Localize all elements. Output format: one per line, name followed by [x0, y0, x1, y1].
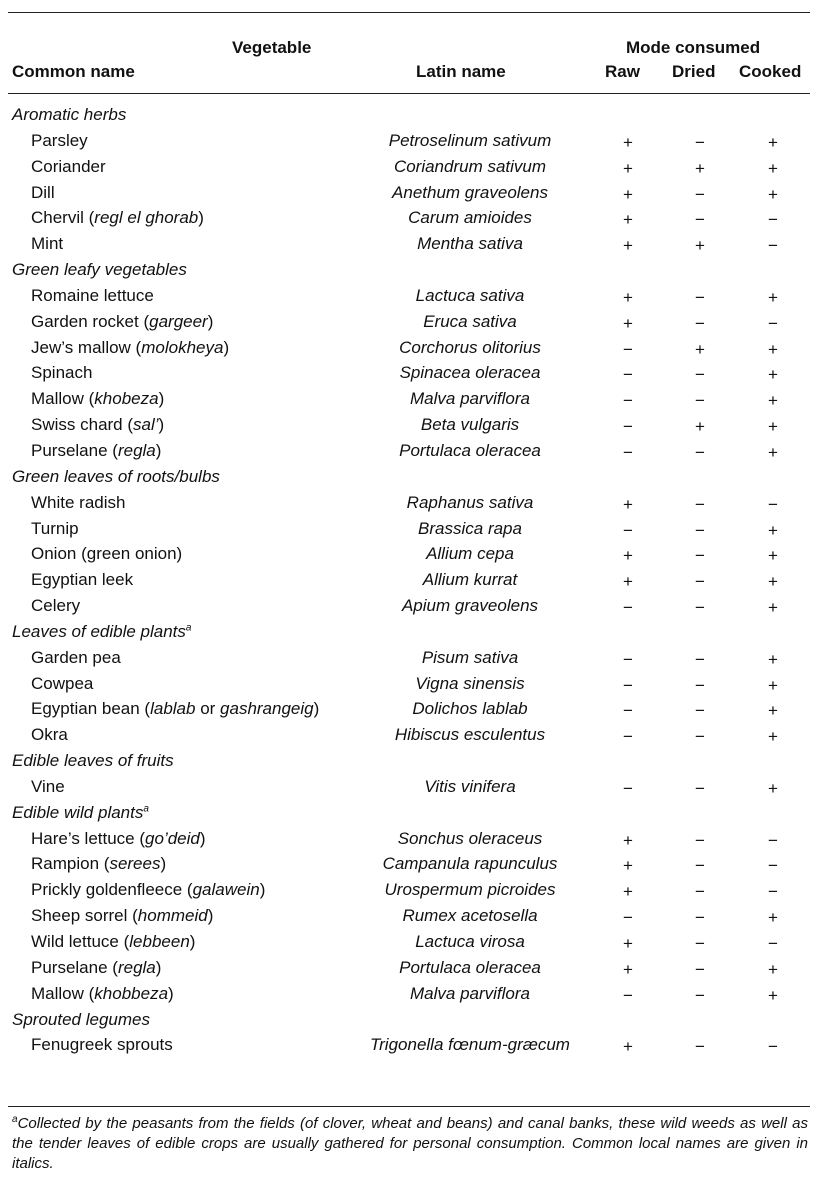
table-body	[0, 102, 820, 1058]
common-name-cell	[31, 516, 79, 542]
latin-name: Portulaca oleracea	[399, 440, 541, 460]
table-row	[0, 438, 820, 464]
table-row	[0, 205, 820, 231]
common-name: Mallow	[31, 389, 84, 409]
paren: (	[83, 208, 95, 228]
category-name: Edible wild plants	[12, 802, 144, 822]
raw-mark: +	[623, 572, 633, 592]
raw-mark: −	[623, 339, 633, 359]
table-row	[0, 231, 820, 257]
latin-name: Anethum graveolens	[392, 182, 548, 202]
header-latin-name: Latin name	[416, 62, 506, 81]
raw-mark: −	[623, 985, 633, 1005]
cooked-mark: −	[768, 236, 778, 256]
paren: )	[207, 311, 214, 331]
latin-name: Rumex acetosella	[402, 906, 538, 926]
table-row	[0, 671, 820, 697]
table-row	[0, 567, 820, 593]
cooked-mark: −	[768, 856, 778, 876]
latin-name: Sonchus oleraceus	[397, 828, 543, 848]
cooked-mark: +	[768, 417, 778, 437]
table-row	[0, 851, 820, 877]
common-name-cell	[31, 645, 121, 671]
dried-mark: −	[695, 365, 705, 385]
table-row	[0, 154, 820, 180]
category-name: Edible leaves of fruits	[12, 751, 174, 771]
raw-mark: +	[623, 313, 633, 333]
common-name-cell	[31, 955, 161, 981]
table-row	[0, 309, 820, 335]
cooked-mark: +	[768, 520, 778, 540]
common-name-cell	[31, 438, 161, 464]
latin-name: Campanula rapunculus	[382, 854, 558, 874]
header-mode-consumed: Mode consumed	[626, 38, 761, 57]
common-name: Hare’s lettuce	[31, 828, 135, 848]
paren: )	[160, 854, 167, 874]
common-name-cell	[31, 205, 204, 231]
cooked-mark: +	[768, 339, 778, 359]
table-row	[0, 955, 820, 981]
cooked-mark: +	[768, 675, 778, 695]
local-name: lablab	[150, 699, 196, 719]
category-name: Aromatic herbs	[12, 105, 127, 124]
paren: (	[139, 699, 151, 719]
raw-mark: −	[623, 365, 633, 385]
table-row	[0, 903, 820, 929]
latin-name: Beta vulgaris	[420, 415, 520, 435]
local-name: regla	[117, 957, 156, 977]
category-heading	[0, 102, 820, 128]
common-name: Purselane	[31, 957, 108, 977]
common-name: Jew’s mallow	[31, 337, 131, 357]
dried-mark: −	[695, 882, 705, 902]
paren: )	[223, 337, 230, 357]
latin-name: Malva parviflora	[410, 389, 530, 409]
category-heading	[0, 619, 820, 645]
raw-mark: −	[623, 598, 633, 618]
common-name: Purselane	[31, 440, 108, 460]
top-rule	[8, 12, 810, 13]
cooked-mark: +	[768, 287, 778, 307]
category-name: Sprouted legumes	[12, 1009, 150, 1029]
dried-mark: −	[695, 132, 705, 152]
footnote-ref: a	[143, 803, 149, 815]
dried-mark: +	[695, 417, 705, 437]
local-name: galawein	[192, 880, 260, 900]
local-name: khobbeza	[94, 983, 169, 1003]
common-name-cell	[31, 386, 164, 412]
latin-name: Portulaca oleracea	[399, 957, 541, 977]
common-name: Celery	[31, 596, 81, 616]
cooked-mark: +	[768, 158, 778, 178]
dried-mark: −	[695, 830, 705, 850]
latin-name: Allium kurrat	[422, 570, 518, 590]
cooked-mark: +	[768, 959, 778, 979]
table-row	[0, 128, 820, 154]
cooked-mark: −	[768, 494, 778, 514]
header-common-name: Common name	[12, 62, 135, 81]
dried-mark: +	[695, 236, 705, 256]
dried-mark: −	[695, 701, 705, 721]
common-name-cell	[31, 903, 213, 929]
common-name-cell	[31, 1032, 173, 1058]
paren: (	[83, 389, 95, 409]
cooked-mark: +	[768, 985, 778, 1005]
common-name: Romaine lettuce	[31, 285, 154, 305]
common-name: Rampion	[31, 854, 100, 874]
common-name-cell	[31, 231, 63, 257]
header-vegetable: Vegetable	[232, 38, 312, 57]
header-dried: Dried	[672, 62, 716, 81]
category-name: Green leafy vegetables	[12, 260, 187, 280]
common-name: Coriander	[31, 156, 106, 176]
header-raw: Raw	[605, 62, 640, 81]
table-row	[0, 826, 820, 852]
common-name: Swiss chard	[31, 415, 123, 435]
paren: (	[127, 906, 138, 926]
cooked-mark: +	[768, 908, 778, 928]
table-row	[0, 877, 820, 903]
latin-name: Allium cepa	[426, 544, 514, 564]
dried-mark: −	[695, 391, 705, 411]
common-name: Dill	[31, 182, 55, 202]
category-heading	[0, 800, 820, 826]
raw-mark: +	[623, 856, 633, 876]
latin-name: Coriandrum sativum	[393, 156, 547, 176]
table-row	[0, 386, 820, 412]
local-name: regla	[117, 440, 156, 460]
latin-name: Brassica rapa	[418, 518, 522, 538]
latin-name: Vigna sinensis	[415, 673, 525, 693]
category-heading	[0, 257, 820, 283]
cooked-mark: +	[768, 391, 778, 411]
common-name: Cowpea	[31, 673, 94, 693]
common-name: Sheep sorrel	[31, 906, 128, 926]
common-name: Prickly goldenfleece	[31, 880, 183, 900]
dried-mark: −	[695, 184, 705, 204]
paren: )	[168, 983, 174, 1003]
common-name: Mint	[31, 234, 64, 254]
cooked-mark: +	[768, 778, 778, 798]
header-cooked: Cooked	[739, 62, 802, 81]
cooked-mark: −	[768, 882, 778, 902]
dried-mark: −	[695, 856, 705, 876]
dried-mark: +	[695, 339, 705, 359]
local-name: sal’	[133, 415, 159, 435]
raw-mark: +	[623, 158, 633, 178]
paren: )	[155, 440, 162, 460]
common-name: Onion (green onion)	[31, 544, 183, 564]
dried-mark: −	[695, 908, 705, 928]
latin-name: Carum amioides	[408, 208, 532, 228]
raw-mark: −	[623, 675, 633, 695]
local-name-alt: gashrangeig	[220, 699, 314, 719]
raw-mark: +	[623, 959, 633, 979]
local-name: regl el ghorab	[94, 208, 199, 228]
common-name: Egyptian leek	[31, 570, 134, 590]
local-name-join: or	[195, 699, 221, 719]
common-name-cell	[31, 826, 206, 852]
latin-name: Apium graveolens	[401, 596, 539, 616]
category-name: Green leaves of roots/bulbs	[12, 466, 220, 486]
table-row	[0, 516, 820, 542]
latin-name: Lactuca sativa	[415, 285, 525, 305]
common-name-cell	[31, 283, 154, 309]
common-name-cell	[31, 541, 182, 567]
common-name-cell	[31, 593, 80, 619]
latin-name: Pisum sativa	[421, 647, 519, 667]
local-name: go’deid	[145, 828, 200, 848]
raw-mark: +	[623, 934, 633, 953]
cooked-mark: +	[768, 727, 778, 747]
local-name: molokheya	[141, 337, 224, 357]
paren: (	[130, 337, 142, 357]
common-name: Parsley	[31, 130, 88, 150]
dried-mark: −	[695, 985, 705, 1005]
latin-name: Raphanus sativa	[406, 492, 534, 512]
raw-mark: −	[623, 908, 633, 928]
paren: (	[118, 932, 130, 951]
paren: )	[313, 699, 320, 719]
common-name: Spinach	[31, 363, 93, 383]
table-row	[0, 541, 820, 567]
cooked-mark: −	[768, 313, 778, 333]
common-name-cell	[31, 877, 265, 903]
table-row	[0, 929, 820, 955]
bottom-rule	[8, 1106, 810, 1107]
common-name-cell	[31, 981, 174, 1007]
latin-name: Spinacea oleracea	[399, 363, 541, 383]
table-row	[0, 283, 820, 309]
table-row	[0, 981, 820, 1007]
table-row	[0, 593, 820, 619]
dried-mark: +	[695, 158, 705, 178]
common-name: Mallow	[31, 983, 84, 1003]
common-name: Garden pea	[31, 647, 121, 667]
table-row	[0, 774, 820, 800]
dried-mark: −	[695, 675, 705, 695]
raw-mark: +	[623, 830, 633, 850]
raw-mark: +	[623, 546, 633, 566]
paren: (	[122, 415, 134, 435]
dried-mark: −	[695, 778, 705, 798]
common-name-cell	[31, 722, 68, 748]
dried-mark: −	[695, 934, 705, 953]
common-name: Okra	[31, 725, 68, 745]
raw-mark: +	[623, 184, 633, 204]
common-name: Vine	[31, 776, 65, 796]
table-row	[0, 722, 820, 748]
raw-mark: −	[623, 520, 633, 540]
local-name: khobeza	[94, 389, 159, 409]
raw-mark: +	[623, 210, 633, 230]
common-name-cell	[31, 696, 319, 722]
common-name-cell	[31, 851, 166, 877]
common-name-cell	[31, 929, 195, 955]
cooked-mark: +	[768, 132, 778, 152]
raw-mark: −	[623, 727, 633, 747]
cooked-mark: −	[768, 1037, 778, 1057]
paren: )	[158, 389, 165, 409]
cooked-mark: +	[768, 184, 778, 204]
common-name-cell	[31, 128, 88, 154]
cooked-mark: +	[768, 442, 778, 462]
local-name: lebbeen	[129, 932, 190, 951]
latin-name: Eruca sativa	[423, 311, 517, 331]
category-name: Leaves of edible plants	[12, 621, 186, 641]
table-row	[0, 412, 820, 438]
footnote-ref: a	[185, 622, 192, 634]
common-name-cell	[31, 360, 92, 386]
table-row	[0, 180, 820, 206]
common-name-cell	[31, 154, 106, 180]
common-name: Garden rocket	[31, 311, 139, 331]
dried-mark: −	[695, 959, 705, 979]
latin-name: Mentha sativa	[417, 234, 523, 254]
paren: )	[189, 932, 196, 951]
dried-mark: −	[695, 313, 705, 333]
latin-name: Lactuca virosa	[415, 932, 525, 951]
common-name: Fenugreek sprouts	[31, 1035, 173, 1055]
cooked-mark: +	[768, 598, 778, 618]
table-row	[0, 360, 820, 386]
raw-mark: +	[623, 494, 633, 514]
local-name: hommeid	[137, 906, 208, 926]
common-name-cell	[31, 490, 125, 516]
common-name-cell	[31, 412, 164, 438]
table-row	[0, 335, 820, 361]
paren: )	[198, 208, 204, 228]
paren: (	[83, 983, 95, 1003]
dried-mark: −	[695, 287, 705, 307]
cooked-mark: +	[768, 365, 778, 385]
dried-mark: −	[695, 546, 705, 566]
table-row	[0, 645, 820, 671]
cooked-mark: +	[768, 701, 778, 721]
dried-mark: −	[695, 649, 705, 669]
category-heading	[0, 1007, 820, 1033]
paren: )	[155, 957, 162, 977]
common-name: Wild lettuce	[31, 932, 119, 951]
latin-name: Malva parviflora	[410, 983, 530, 1003]
latin-name: Trigonella fœnum-græcum	[370, 1035, 570, 1055]
paren: (	[138, 311, 150, 331]
latin-name: Dolichos lablab	[412, 699, 528, 719]
cooked-mark: −	[768, 830, 778, 850]
table-row	[0, 1032, 820, 1058]
raw-mark: −	[623, 778, 633, 798]
paren: (	[107, 440, 118, 460]
footnote-marker: a	[12, 1114, 18, 1125]
raw-mark: +	[623, 882, 633, 902]
raw-mark: −	[623, 649, 633, 669]
cooked-mark: +	[768, 649, 778, 669]
cooked-mark: +	[768, 546, 778, 566]
local-name: serees	[109, 854, 161, 874]
latin-name: Petroselinum sativum	[388, 130, 552, 150]
common-name-cell	[31, 180, 55, 206]
common-name: Turnip	[31, 518, 79, 538]
raw-mark: +	[623, 1037, 633, 1057]
paren: (	[107, 957, 118, 977]
raw-mark: +	[623, 287, 633, 307]
latin-name: Vitis vinifera	[424, 776, 516, 796]
paren: (	[134, 828, 146, 848]
table-row	[0, 696, 820, 722]
dried-mark: −	[695, 494, 705, 514]
raw-mark: −	[623, 701, 633, 721]
dried-mark: −	[695, 442, 705, 462]
latin-name: Urospermum picroides	[384, 880, 556, 900]
paren: )	[158, 415, 165, 435]
latin-name: Corchorus olitorius	[399, 337, 541, 357]
common-name-cell	[31, 671, 93, 697]
common-name-cell	[31, 335, 229, 361]
common-name: Egyptian bean	[31, 699, 140, 719]
dried-mark: −	[695, 210, 705, 230]
header-rule	[8, 93, 810, 94]
local-name: gargeer	[149, 311, 208, 331]
raw-mark: +	[623, 236, 633, 256]
paren: )	[199, 828, 206, 848]
common-name: White radish	[31, 492, 126, 512]
cooked-mark: −	[768, 934, 778, 953]
dried-mark: −	[695, 572, 705, 592]
common-name-cell	[31, 774, 65, 800]
dried-mark: −	[695, 1037, 705, 1057]
dried-mark: −	[695, 520, 705, 540]
paren: (	[99, 854, 110, 874]
common-name: Chervil	[31, 208, 84, 228]
paren: )	[259, 880, 266, 900]
category-heading	[0, 748, 820, 774]
dried-mark: −	[695, 598, 705, 618]
footnote	[12, 1114, 808, 1174]
latin-name: Hibiscus esculentus	[394, 725, 546, 745]
cooked-mark: −	[768, 210, 778, 230]
common-name-cell	[31, 309, 213, 335]
raw-mark: −	[623, 417, 633, 437]
table-row	[0, 490, 820, 516]
footnote-text: Collected by the peasants from the fields (of clover, wheat and beans) and canal banks, these wild weeds as well as the tender leaves of edible crops are usually gathered for personal consumption. Common local names are given in italics.	[12, 1115, 808, 1172]
paren: (	[182, 880, 193, 900]
cooked-mark: +	[768, 572, 778, 592]
paren: )	[207, 906, 214, 926]
common-name-cell	[31, 567, 133, 593]
raw-mark: +	[623, 132, 633, 152]
raw-mark: −	[623, 391, 633, 411]
raw-mark: −	[623, 442, 633, 462]
category-heading	[0, 464, 820, 490]
dried-mark: −	[695, 727, 705, 747]
